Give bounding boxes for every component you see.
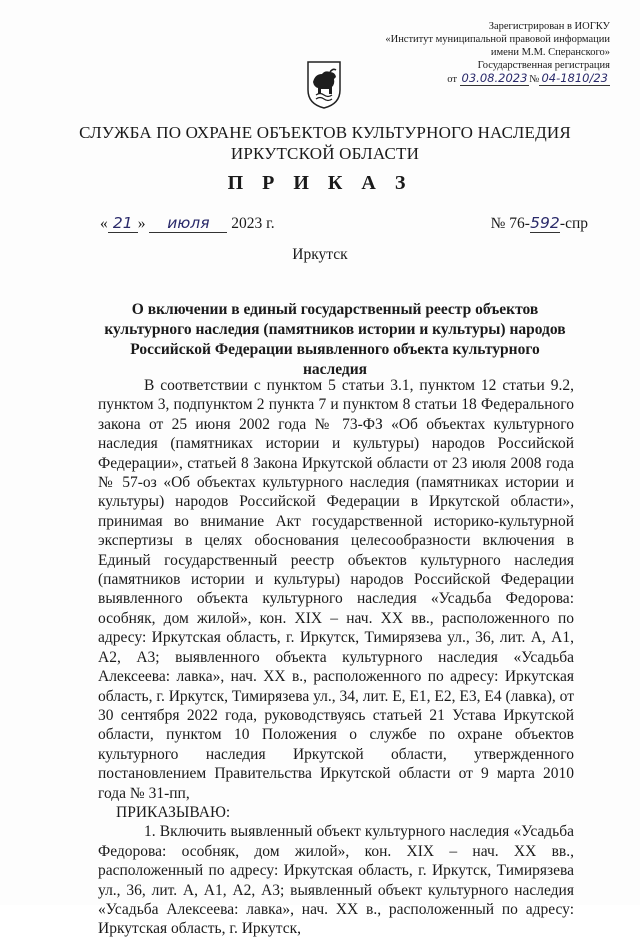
stamp-line-1: Зарегистрирован в ИОГКУ xyxy=(488,21,610,32)
date-year: 2023 г. xyxy=(231,215,275,232)
order-number-prefix: № 76- xyxy=(490,215,530,232)
organization-line-2: ИРКУТСКОЙ ОБЛАСТИ xyxy=(230,144,420,163)
date-close-quote: » xyxy=(137,215,146,232)
irkutsk-coat-of-arms-icon xyxy=(305,60,343,110)
organization-line-1: СЛУЖБА ПО ОХРАНЕ ОБЪЕКТОВ КУЛЬТУРНОГО НАСЛЕДИЯ xyxy=(79,123,571,142)
order-heading: О включении в единый государственный реестр объектов культурного наследия (памятников истории и культуры) народов Российской Федерации выявленного объекта культурного наследия xyxy=(104,301,566,378)
date-day: 21 xyxy=(108,214,138,233)
city-name: Иркутск xyxy=(292,246,348,263)
order-date xyxy=(100,214,275,233)
order-number-suffix: -спр xyxy=(559,215,588,232)
stamp-from-prefix: от xyxy=(447,74,457,85)
stamp-line-4: Государственная регистрация xyxy=(477,60,610,71)
order-number xyxy=(491,214,588,233)
order-item-1: 1. Включить выявленный объект культурного наследия «Усадьба Федорова: особняк, дом жилой», кон. XIX – нач. XX вв., расположенный по адресу: Иркутская область, г. Иркутск, Тимирязева ул., 36, лит. А, А1, А2, А3; выявленный объект культурного наследия «Усадьба Алексеева: лавка», нач. XX в., расположенный по адресу: Иркутская область, г. Иркутск, xyxy=(98,823,574,938)
organization-name xyxy=(60,122,590,164)
date-open-quote: « xyxy=(100,215,108,232)
stamp-line-3: имени М.М. Сперанского» xyxy=(490,47,610,58)
stamp-registration-number: 04-1810/23 xyxy=(541,71,608,85)
stamp-number-sign: № xyxy=(529,74,540,85)
date-month: июля xyxy=(149,214,227,233)
document-title: П Р И К А З xyxy=(227,172,413,194)
order-body xyxy=(98,376,574,939)
stamp-registration-line xyxy=(360,72,610,86)
order-directive-word: ПРИКАЗЫВАЮ: xyxy=(116,803,231,821)
registration-stamp xyxy=(360,20,610,86)
stamp-line-2: «Институт муниципальной правовой информации xyxy=(385,34,610,45)
order-number-handwritten: 592 xyxy=(530,214,560,232)
stamp-registration-date: 03.08.2023 xyxy=(461,71,528,85)
preamble-paragraph: В соответствии с пунктом 5 статьи 3.1, пунктом 12 статьи 9.2, пунктом 3, подпунктом 2 пункта 7 и пунктом 8 статьи 18 Федерального закона от 25 июня 2002 года № 73-ФЗ «Об объектах культурного наследия (памятниках истории и культуры) народов Российской Федерации», статьей 8 Закона Иркутской области от 23 июля 2008 года № 57-оз «Об объектах культурного наследия (памятниках истории и культуры) народов Российской Федерации в Иркутской области», принимая во внимание Акт государственной историко-культурной экспертизы в целях обоснования целесообразности включения в Единый государственный реестр объектов культурного наследия (памятников истории и культуры) народов Российской Федерации выявленного объекта культурного наследия «Усадьба Федорова: особняк, дом жилой», кон. XIX – нач. XX вв., расположенного по адресу: Иркутская область, г. Иркутск, Тимирязева ул., 36, лит. А, А1, А2, А3; выявленного объекта культурного наследия «Усадьба Алексеева: лавка», нач. XX в., расположенного по адресу: Иркутская область, г. Иркутск, Тимирязева ул., 34, лит. Е, Е1, Е2, Е3, Е4 (лавка), от 30 сентября 2022 года, руководствуясь статьей 21 Устава Иркутской области, пунктом 10 Положения о службе по охране объектов культурного наследия Иркутской области, утвержденного постановлением Правительства Иркутской области от 9 марта 2010 года № 31-пп, xyxy=(98,377,574,802)
